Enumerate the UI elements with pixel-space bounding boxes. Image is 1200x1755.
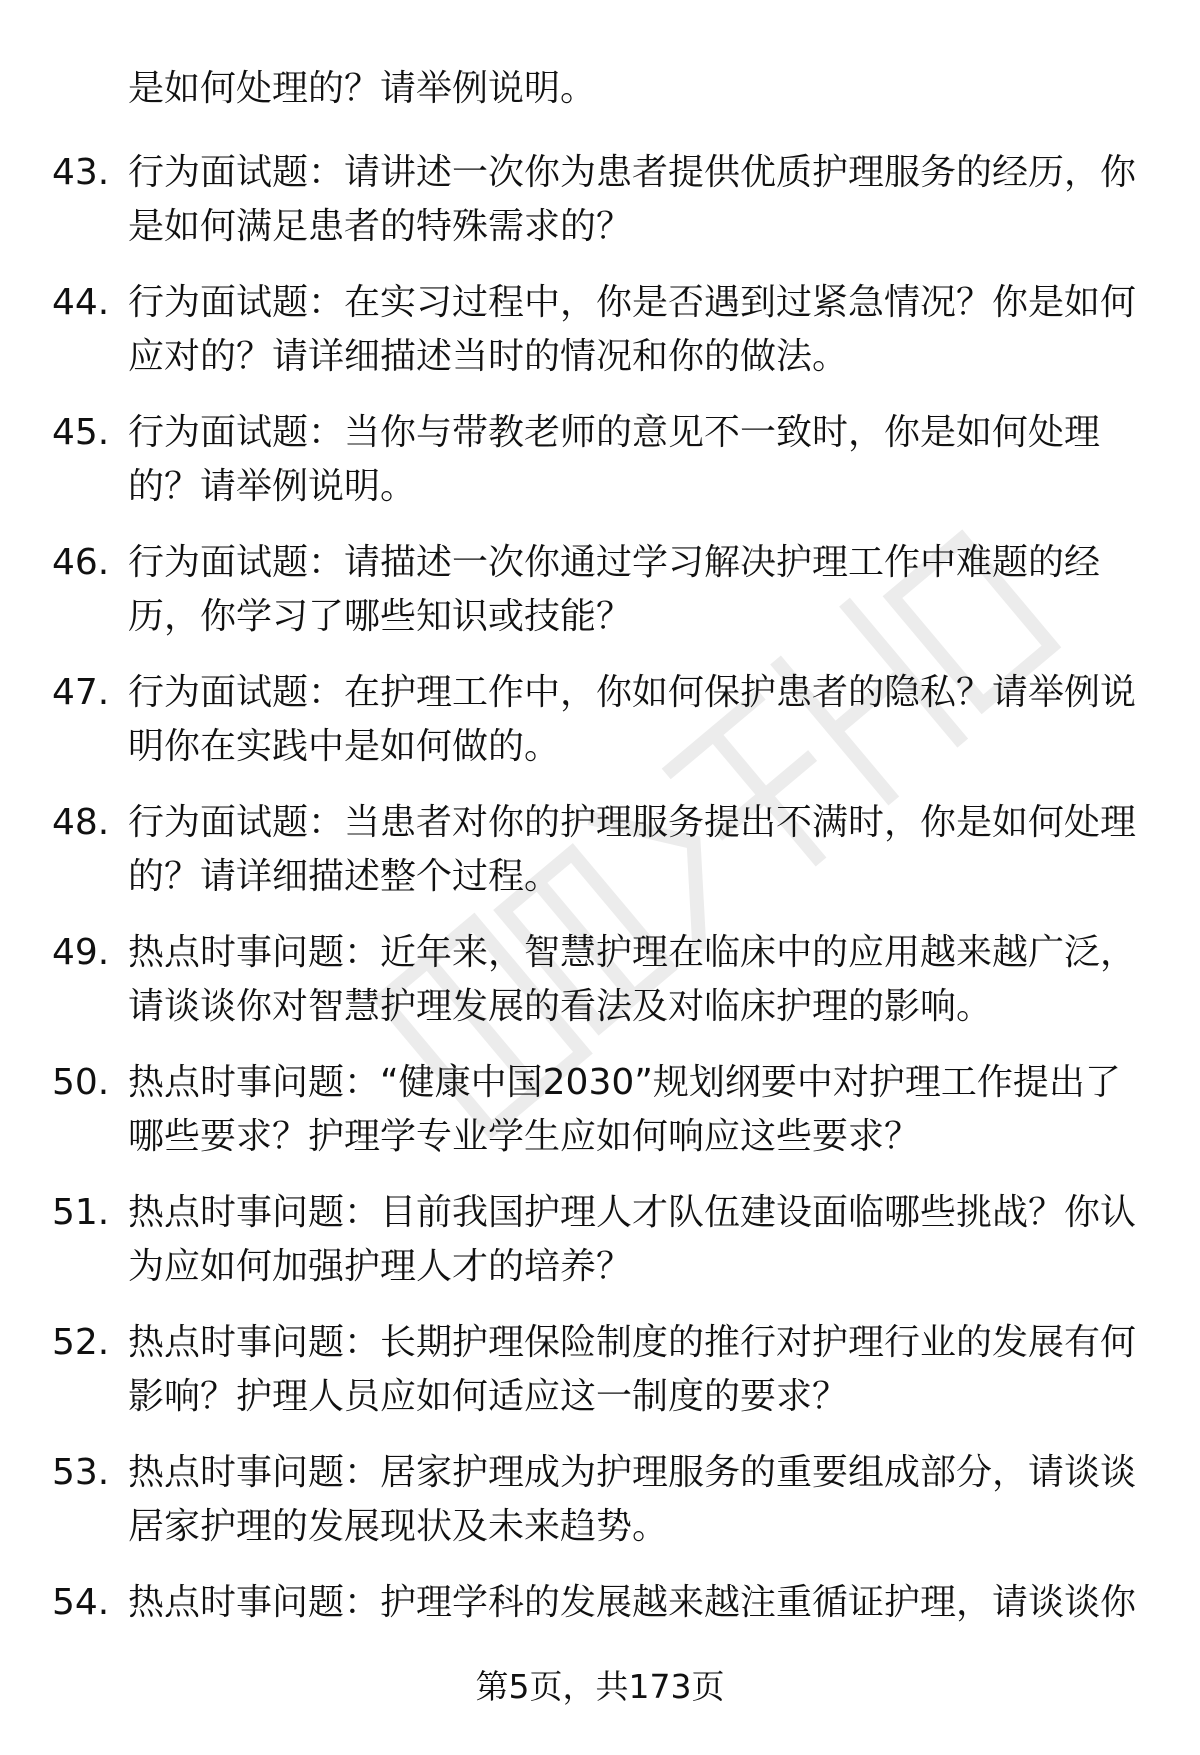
question-text-line: 行为面试题：当你与带教老师的意见不一致时，你是如何处理 — [128, 412, 1101, 453]
question-text-line: 热点时事问题：长期护理保险制度的推行对护理行业的发展有何 — [128, 1322, 1137, 1363]
question-number: 52. — [52, 1322, 110, 1363]
question-text-line: 是如何满足患者的特殊需求的？ — [128, 206, 633, 247]
question-text-line: 的？请举例说明。 — [128, 466, 417, 507]
question-item — [52, 666, 1152, 774]
question-text-line: 行为面试题：在实习过程中，你是否遇到过紧急情况？你是如何 — [128, 282, 1137, 323]
question-text-line: 影响？护理人员应如何适应这一制度的要求？ — [128, 1376, 849, 1417]
question-item — [52, 406, 1152, 514]
question-number: 45. — [52, 412, 110, 453]
continuation-line: 是如何处理的？请举例说明。 — [128, 68, 597, 109]
question-item — [52, 1446, 1152, 1554]
question-text — [128, 926, 1140, 1034]
question-text-line: 热点时事问题：目前我国护理人才队伍建设面临哪些挑战？你认 — [128, 1192, 1137, 1233]
question-text-line: 居家护理的发展现状及未来趋势。 — [128, 1506, 669, 1547]
question-number: 54. — [52, 1582, 110, 1623]
page-footer: 第5页，共173页 — [475, 1667, 725, 1706]
question-text — [128, 276, 1140, 384]
question-number: 49. — [52, 932, 110, 973]
question-item — [52, 1186, 1152, 1294]
question-item — [52, 1576, 1152, 1630]
question-text-line: 热点时事问题：居家护理成为护理服务的重要组成部分，请谈谈 — [128, 1452, 1137, 1493]
question-text-line: 热点时事问题：护理学科的发展越来越注重循证护理，请谈谈你 — [128, 1582, 1137, 1623]
question-item — [52, 536, 1152, 644]
question-text — [128, 406, 1140, 514]
question-item — [52, 1056, 1152, 1164]
question-text-line: 为应如何加强护理人才的培养？ — [128, 1246, 633, 1287]
question-text-line: 请谈谈你对智慧护理发展的看法及对临床护理的影响。 — [128, 986, 993, 1027]
question-list — [52, 146, 1152, 1652]
question-number: 44. — [52, 282, 110, 323]
question-text-line: 历，你学习了哪些知识或技能？ — [128, 596, 633, 637]
question-number: 48. — [52, 802, 110, 843]
question-text-line: 行为面试题：请讲述一次你为患者提供优质护理服务的经历，你 — [128, 152, 1137, 193]
question-number: 46. — [52, 542, 110, 583]
question-text — [128, 1316, 1140, 1424]
question-text-line: 的？请详细描述整个过程。 — [128, 856, 561, 897]
question-text-line: 明你在实践中是如何做的。 — [128, 726, 561, 767]
question-text — [128, 796, 1140, 904]
question-number: 50. — [52, 1062, 110, 1103]
question-text-line: 应对的？请详细描述当时的情况和你的做法。 — [128, 336, 849, 377]
question-text — [128, 146, 1140, 254]
question-item — [52, 926, 1152, 1034]
question-item — [52, 796, 1152, 904]
question-item — [52, 1316, 1152, 1424]
question-number: 47. — [52, 672, 110, 713]
question-text-line: 热点时事问题：“健康中国2030”规划纲要中对护理工作提出了 — [128, 1062, 1121, 1103]
question-text — [128, 1576, 1140, 1630]
question-item — [52, 146, 1152, 254]
question-text-line: 行为面试题：请描述一次你通过学习解决护理工作中难题的经 — [128, 542, 1101, 583]
question-text-line: 热点时事问题：近年来，智慧护理在临床中的应用越来越广泛， — [128, 932, 1137, 973]
question-text — [128, 666, 1140, 774]
question-text — [128, 1446, 1140, 1554]
question-text-line: 行为面试题：在护理工作中，你如何保护患者的隐私？请举例说 — [128, 672, 1137, 713]
question-number: 53. — [52, 1452, 110, 1493]
question-number: 43. — [52, 152, 110, 193]
question-item — [52, 276, 1152, 384]
question-text — [128, 1186, 1140, 1294]
question-text-line: 哪些要求？护理学专业学生应如何响应这些要求？ — [128, 1116, 921, 1157]
question-number: 51. — [52, 1192, 110, 1233]
question-text — [128, 536, 1140, 644]
question-text — [128, 1056, 1140, 1164]
question-text-line: 行为面试题：当患者对你的护理服务提出不满时，你是如何处理 — [128, 802, 1137, 843]
